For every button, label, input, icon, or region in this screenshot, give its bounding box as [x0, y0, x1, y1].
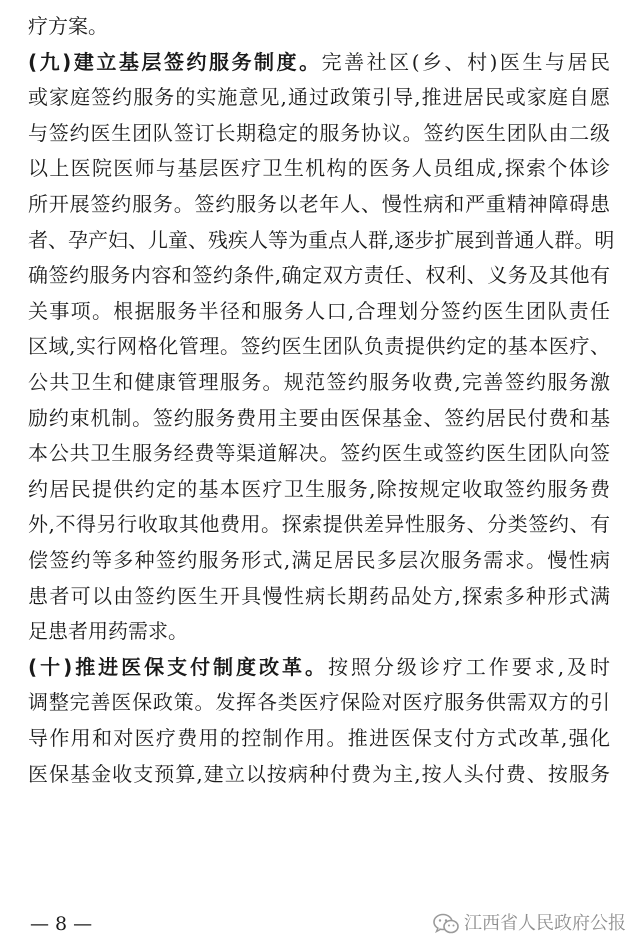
body-text: 完善社区(乡、村)医生与居民 [321, 49, 611, 74]
body-text: 者、孕产妇、儿童、残疾人等为重点人群,逐步扩展到普通人群。明 [28, 227, 615, 252]
text-line [28, 192, 610, 216]
text-line [28, 121, 610, 145]
section-heading: (十)推进医保支付制度改革。 [28, 654, 328, 679]
body-text: 疗方案。 [28, 14, 108, 38]
body-text: 确签约服务内容和签约条件,确定双方责任、权利、义务及其他有 [28, 263, 610, 288]
watermark [433, 912, 626, 936]
body-text: 公共卫生和健康管理服务。规范签约服务收费,完善签约服务激 [28, 370, 610, 394]
body-text: 外,不得另行收取其他费用。探索提供差异性服务、分类签约、有 [28, 512, 610, 537]
text-line [28, 156, 610, 180]
text-line [28, 441, 610, 465]
section-heading: (九)建立基层签约服务制度。 [28, 49, 322, 74]
body-text: 区域,实行网格化管理。签约医生团队负责提供约定的基本医疗、 [28, 334, 610, 359]
page-footer [0, 908, 640, 942]
text-line [28, 14, 610, 38]
body-text: 足患者用药需求。 [28, 619, 188, 644]
text-line [28, 50, 610, 74]
body-text: 偿签约等多种签约服务形式,满足居民多层次服务需求。慢性病 [28, 548, 610, 572]
body-text: 调整完善医保政策。发挥各类医疗保险对医疗服务供需双方的引 [28, 690, 610, 715]
text-line [28, 690, 610, 714]
text-line [28, 263, 610, 287]
text-line [28, 334, 610, 358]
body-text: 患者可以由签约医生开具慢性病长期药品处方,探索多种形式满 [28, 583, 610, 608]
body-text: 所开展签约服务。签约服务以老年人、慢性病和严重精神障碍患 [28, 192, 610, 216]
body-text: 导作用和对医疗费用的控制作用。推进医保支付方式改革,强化 [28, 726, 610, 750]
text-line [28, 406, 610, 430]
body-text: 与签约医生团队签订长期稳定的服务协议。签约医生团队由二级 [28, 120, 610, 145]
body-text: 约居民提供约定的基本医疗卫生服务,除按规定收取签约服务费 [28, 476, 610, 501]
text-line [28, 655, 610, 679]
wechat-icon [433, 913, 459, 935]
text-line [28, 762, 610, 786]
text-line [28, 548, 610, 572]
text-line [28, 299, 610, 323]
watermark-text: 江西省人民政府公报 [464, 913, 626, 934]
text-line [28, 227, 615, 252]
body-text: 本公共卫生服务经费等渠道解决。签约医生或签约医生团队向签 [28, 441, 610, 466]
text-line [28, 619, 610, 643]
text-line [28, 85, 610, 109]
body-text: 或家庭签约服务的实施意见,通过政策引导,推进居民或家庭自愿 [28, 85, 610, 110]
body-text: 医保基金收支预算,建立以按病种付费为主,按人头付费、按服务 [28, 761, 610, 786]
body-text: 关事项。根据服务半径和服务人口,合理划分签约医生团队责任 [28, 298, 610, 323]
body-text: 以上医院医师与基层医疗卫生机构的医务人员组成,探索个体诊 [28, 156, 610, 181]
text-line [28, 726, 610, 750]
text-line [28, 584, 610, 608]
body-text: 励约束机制。签约服务费用主要由医保基金、签约居民付费和基 [28, 405, 610, 430]
body-text: 按照分级诊疗工作要求,及时 [327, 654, 610, 679]
text-line [28, 477, 610, 501]
text-line [28, 370, 610, 394]
page-number: — 8 — [30, 913, 93, 935]
text-line [28, 512, 610, 536]
